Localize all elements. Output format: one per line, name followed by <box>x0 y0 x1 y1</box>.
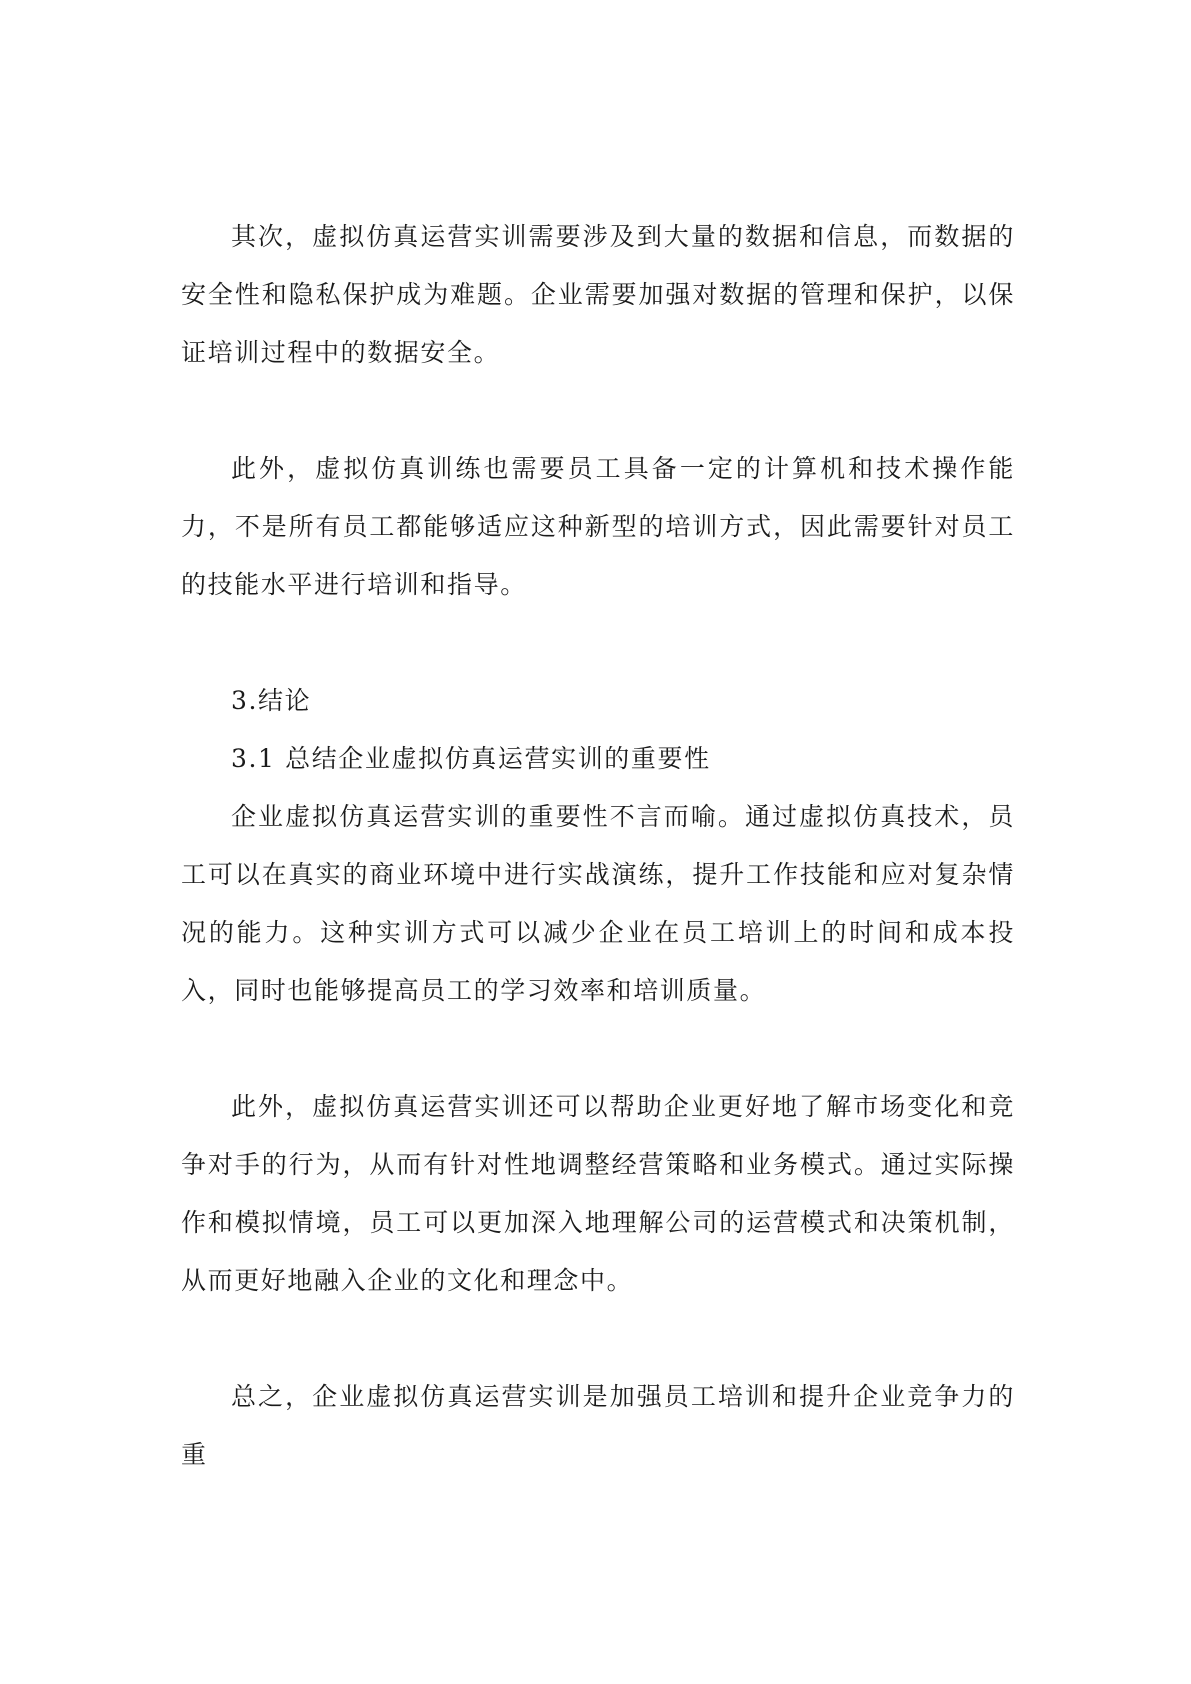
subsection-heading: 3.1 总结企业虚拟仿真运营实训的重要性 <box>231 744 711 773</box>
paragraph-importance: 企业虚拟仿真运营实训的重要性不言而喻。通过虚拟仿真技术，员工可以在真实的商业环境中进行实战演练，提升工作技能和应对复杂情况的能力。这种实训方式可以减少企业在员工培训上的时间和成本投入，同时也能够提高员工的学习效率和培训质量。 <box>181 802 1015 1005</box>
paragraph-data-security: 其次，虚拟仿真运营实训需要涉及到大量的数据和信息，而数据的安全性和隐私保护成为难题。企业需要加强对数据的管理和保护，以保证培训过程中的数据安全。 <box>181 222 1015 367</box>
paragraph-gap <box>181 382 1015 440</box>
paragraph-market: 此外，虚拟仿真运营实训还可以帮助企业更好地了解市场变化和竞争对手的行为，从而有针对性地调整经营策略和业务模式。通过实际操作和模拟情境，员工可以更加深入地理解公司的运营模式和决策机制，从而更好地融入企业的文化和理念中。 <box>181 1092 1015 1295</box>
paragraph-gap <box>181 614 1015 672</box>
paragraph-conclusion: 总之，企业虚拟仿真运营实训是加强员工培训和提升企业竞争力的重 <box>181 1382 1015 1469</box>
paragraph-skills: 此外，虚拟仿真训练也需要员工具备一定的计算机和技术操作能力，不是所有员工都能够适应这种新型的培训方式，因此需要针对员工的技能水平进行培训和指导。 <box>181 454 1015 599</box>
document-body <box>181 208 1015 1484</box>
paragraph-gap <box>181 1020 1015 1078</box>
paragraph-gap <box>181 1310 1015 1368</box>
section-heading: 3.结论 <box>231 686 312 715</box>
